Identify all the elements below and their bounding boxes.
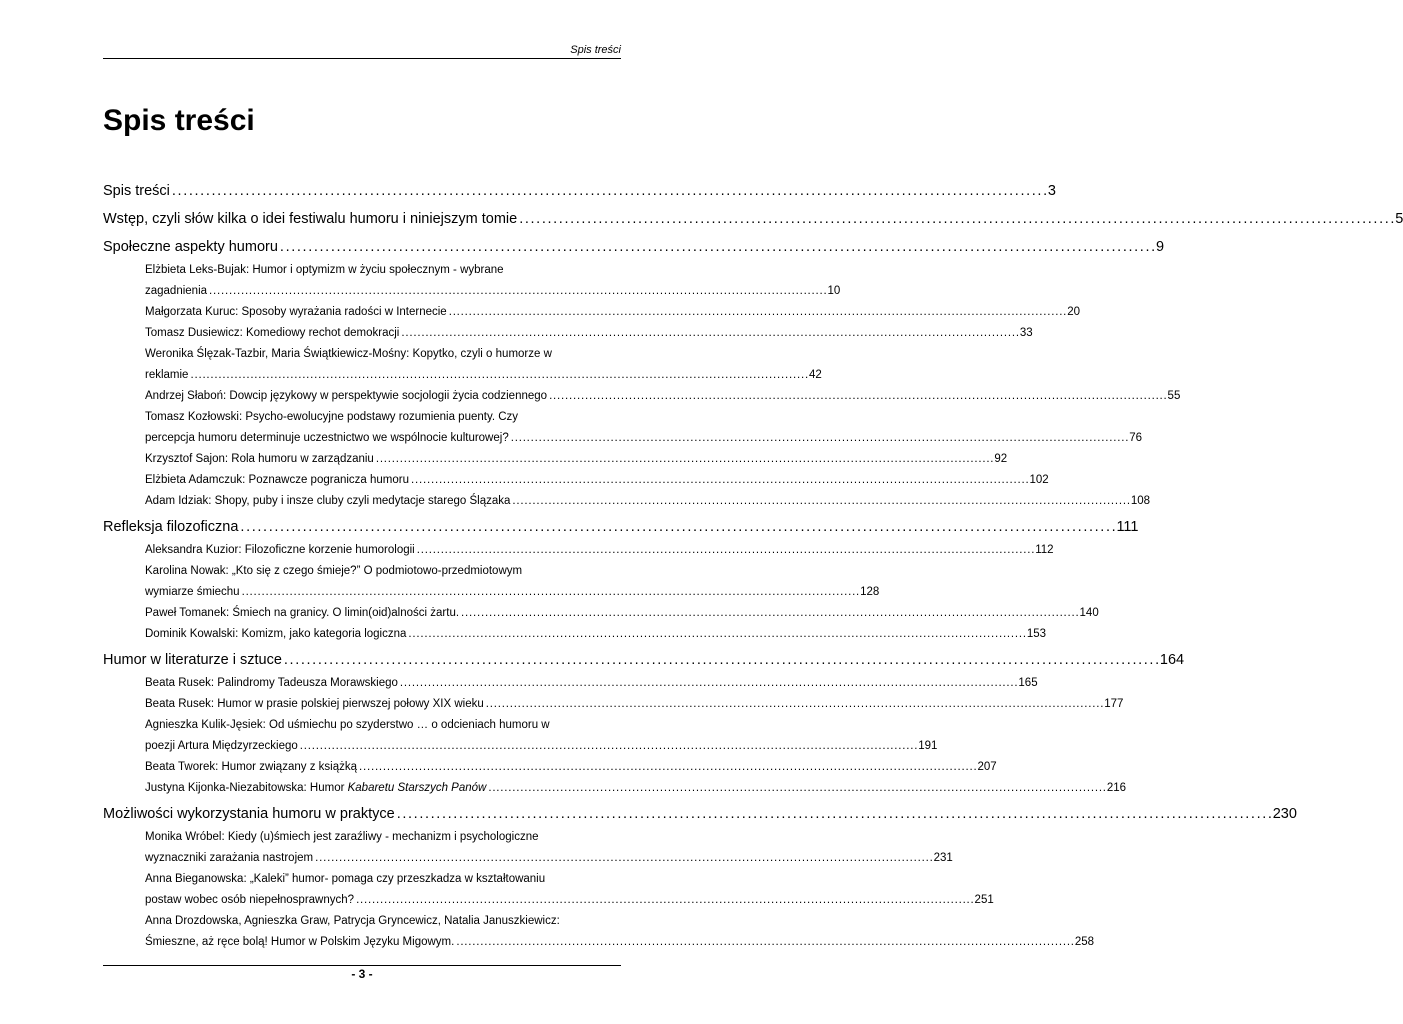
toc-entry-title: Beata Rusek: Palindromy Tadeusza Morawskiego: [145, 677, 398, 689]
toc-entry-title: percepcja humoru determinuje uczestnictwo we wspólnocie kulturowej?: [145, 432, 509, 444]
dot-leader: [300, 736, 916, 757]
toc-line: [103, 715, 621, 736]
toc-article-entry[interactable]: [103, 470, 1049, 491]
toc-entry-title: Justyna Kijonka-Niezabitowska: Humor: [145, 782, 348, 794]
toc-entry-title: reklamie: [145, 369, 189, 381]
toc-entry-title: Społeczne aspekty humoru: [103, 239, 278, 255]
dot-leader: [511, 428, 1127, 449]
toc-article-entry[interactable]: [103, 302, 1080, 323]
toc-line: [103, 624, 1047, 645]
toc-line: [103, 470, 1049, 491]
toc-line: [103, 281, 841, 302]
toc-line: [103, 540, 1054, 561]
toc-page-number: 258: [1074, 936, 1094, 948]
toc-article-entry[interactable]: [103, 540, 1054, 561]
toc-line: [103, 407, 621, 428]
page-title: Spis treści: [103, 104, 255, 137]
toc-line: [103, 673, 1038, 694]
toc-line: [103, 386, 1181, 407]
toc-entry-title: postaw wobec osób niepełnosprawnych?: [145, 894, 355, 906]
toc-entry-title: Możliwości wykorzystania humoru w praktyce: [103, 806, 395, 822]
toc-article-entry[interactable]: [103, 407, 1142, 449]
toc-section-entry[interactable]: [103, 178, 1056, 204]
toc-section-entry[interactable]: [103, 206, 1403, 232]
dot-leader: [397, 801, 1271, 827]
toc-page-number: 112: [1035, 544, 1054, 556]
dot-leader: [209, 281, 825, 302]
toc-article-entry[interactable]: [103, 323, 1033, 344]
toc-entry-title: Wstęp, czyli słów kilka o idei festiwalu humoru i niniejszym tomie: [103, 211, 518, 227]
toc-entry-title: Beata Tworek: Humor związany z książką: [145, 761, 357, 773]
toc-line: [103, 234, 1165, 260]
toc-line: [103, 428, 1142, 449]
toc-page-number: 153: [1026, 628, 1047, 640]
dot-leader: [242, 582, 858, 603]
toc-page-number: 92: [994, 453, 1008, 465]
toc-page-number: 55: [1167, 390, 1181, 402]
toc-entry-title: Małgorzata Kuruc: Sposoby wyrażania radości w Internecie: [145, 306, 447, 318]
toc-line: [103, 260, 621, 281]
toc-entry-title: Tomasz Kozłowski: Psycho-ewolucyjne podstawy rozumienia puenty. Czy: [145, 411, 519, 423]
toc-line: [103, 647, 1185, 673]
toc-page-number: 230: [1272, 806, 1297, 822]
dot-leader: [376, 449, 992, 470]
dot-leader: [411, 470, 1027, 491]
toc-article-entry[interactable]: [103, 624, 1047, 645]
toc-article-entry[interactable]: [103, 386, 1181, 407]
toc-line: [103, 323, 1033, 344]
toc-page-number: 165: [1018, 677, 1038, 689]
toc-article-entry[interactable]: [103, 757, 997, 778]
toc-line: [103, 890, 994, 911]
toc-line: [103, 178, 1056, 204]
toc-article-entry[interactable]: [103, 673, 1038, 694]
toc-entry-title: Monika Wróbel: Kiedy (u)śmiech jest zaraźliwy - mechanizm i psychologiczne: [145, 831, 539, 843]
toc-line: [103, 694, 1124, 715]
toc-entry-title: Refleksja filozoficzna: [103, 519, 239, 535]
toc-article-entry[interactable]: [103, 260, 841, 302]
dot-leader: [240, 514, 1114, 540]
dot-leader: [488, 778, 1104, 799]
toc-entry-title: Karolina Nowak: „Kto się z czego śmieje?” O podmiotowo-przedmiotowym: [145, 565, 523, 577]
toc-section-entry[interactable]: [103, 647, 1185, 673]
dot-leader: [401, 323, 1017, 344]
toc-entry-title: zagadnienia: [145, 285, 208, 297]
toc-page-number: 3: [1047, 183, 1056, 199]
toc-line: [103, 848, 953, 869]
toc-entry-title: Krzysztof Sajon: Rola humoru w zarządzaniu: [145, 453, 374, 465]
toc-page-number: 207: [977, 761, 997, 773]
toc-article-entry[interactable]: [103, 694, 1124, 715]
toc-page-number: 231: [933, 852, 953, 864]
toc-line: [103, 603, 1099, 624]
dot-leader: [519, 206, 1393, 232]
dot-leader: [190, 365, 806, 386]
toc-entry-title: Aleksandra Kuzior: Filozoficzne korzenie humorologii: [145, 544, 415, 556]
toc-article-entry[interactable]: [103, 344, 822, 386]
toc-entry-title: poezji Artura Międzyrzeckiego: [145, 740, 298, 752]
toc-line: [103, 449, 1008, 470]
toc-line: [103, 491, 1151, 512]
toc-page-number: 33: [1019, 327, 1033, 339]
toc-article-entry[interactable]: [103, 778, 1126, 799]
dot-leader: [417, 540, 1033, 561]
dot-leader: [280, 234, 1154, 260]
dot-leader: [408, 624, 1024, 645]
toc-section-entry[interactable]: [103, 234, 1165, 260]
toc-entry-title: Śmieszne, aż ręce bolą! Humor w Polskim Języku Migowym.: [145, 936, 455, 948]
dot-leader: [400, 673, 1016, 694]
dot-leader: [284, 647, 1158, 673]
toc-entry-title: Adam Idziak: Shopy, puby i insze cluby czyli medytacje starego Ślązaka: [145, 495, 511, 507]
toc-page-number: 5: [1395, 211, 1403, 227]
toc-line: [103, 801, 1297, 827]
toc-entry-title: Agnieszka Kulik-Jęsiek: Od uśmiechu po szyderstwo … o odcieniach humoru w: [145, 719, 550, 731]
toc-line: [103, 206, 1403, 232]
dot-leader: [461, 603, 1077, 624]
toc-line: [103, 365, 822, 386]
toc-line: [103, 911, 621, 932]
dot-leader: [512, 491, 1128, 512]
toc-entry-title: Paweł Tomanek: Śmiech na granicy. O limin(oid)alności żartu.: [145, 607, 460, 619]
toc-article-entry[interactable]: [103, 491, 1151, 512]
toc-line: [103, 757, 997, 778]
toc-line: [103, 344, 621, 365]
dot-leader: [486, 694, 1102, 715]
toc-article-entry[interactable]: [103, 715, 938, 757]
toc-page-number: 102: [1029, 474, 1049, 486]
toc-line: [103, 582, 880, 603]
dot-leader: [549, 386, 1165, 407]
toc-line: [103, 869, 621, 890]
toc-page-number: 164: [1159, 652, 1185, 668]
toc-section-entry[interactable]: [103, 514, 1139, 540]
toc-entry-title: Anna Drozdowska, Agnieszka Graw, Patrycja Gryncewicz, Natalia Januszkiewicz:: [145, 915, 560, 927]
toc-article-entry[interactable]: [103, 561, 880, 603]
toc-page-number: 177: [1104, 698, 1124, 710]
toc-line: [103, 932, 1094, 953]
toc-entry-title: Weronika Ślęzak-Tazbir, Maria Świątkiewicz-Mośny: Kopytko, czyli o humorze w: [145, 348, 552, 360]
toc-page-number: 191: [918, 740, 938, 752]
toc-article-entry[interactable]: [103, 603, 1099, 624]
toc-page-number: 108: [1130, 495, 1151, 507]
toc-page-number: 140: [1079, 607, 1099, 619]
toc-entry-title: wyznaczniki zarażania nastrojem: [145, 852, 314, 864]
toc-line: [103, 736, 938, 757]
dot-leader: [359, 757, 975, 778]
toc-line: [103, 302, 1080, 323]
footer-rule: [103, 965, 621, 966]
toc-line: [103, 827, 621, 848]
toc-entry-title: Dominik Kowalski: Komizm, jako kategoria logiczna: [145, 628, 407, 640]
toc-article-entry[interactable]: [103, 911, 1094, 953]
dot-leader: [172, 178, 1046, 204]
toc-article-entry[interactable]: [103, 449, 1008, 470]
toc-entry-title: Humor w literaturze i sztuce: [103, 652, 282, 668]
header-rule: [103, 58, 621, 59]
dot-leader: [456, 932, 1072, 953]
toc-entry-title: Andrzej Słaboń: Dowcip językowy w perspektywie socjologii życia codziennego: [145, 390, 548, 402]
toc-page-number: 9: [1155, 239, 1165, 255]
toc-page-number: 76: [1129, 432, 1142, 444]
dot-leader: [315, 848, 931, 869]
toc-entry-title: Anna Bieganowska: „Kaleki” humor- pomaga czy przeszkadza w kształtowaniu: [145, 873, 546, 885]
toc-page-number: 10: [827, 285, 841, 297]
dot-leader: [356, 890, 972, 911]
toc-entry-title: Elżbieta Leks-Bujak: Humor i optymizm w życiu społecznym - wybrane: [145, 264, 504, 276]
toc-line: [103, 778, 1126, 799]
toc-article-entry[interactable]: [103, 827, 953, 869]
toc-entry-title: Tomasz Dusiewicz: Komediowy rechot demokracji: [145, 327, 400, 339]
toc-page-number: 20: [1067, 306, 1080, 318]
table-of-contents: [103, 178, 1403, 953]
toc-entry-title: Spis treści: [103, 183, 170, 199]
toc-page-number: 128: [860, 586, 880, 598]
page-number: - 3 -: [351, 967, 373, 981]
toc-page-number: 111: [1116, 519, 1139, 535]
toc-page-number: 42: [808, 369, 822, 381]
toc-page-number: 251: [974, 894, 994, 906]
toc-entry-title: wymiarze śmiechu: [145, 586, 240, 598]
toc-article-entry[interactable]: [103, 869, 994, 911]
toc-line: [103, 514, 1139, 540]
toc-page-number: 216: [1106, 782, 1126, 794]
toc-entry-title: Beata Rusek: Humor w prasie polskiej pierwszej połowy XIX wieku: [145, 698, 484, 710]
toc-section-entry[interactable]: [103, 801, 1297, 827]
running-header: Spis treści: [570, 44, 621, 56]
toc-line: [103, 561, 621, 582]
toc-entry-title: Elżbieta Adamczuk: Poznawcze pogranicza humoru: [145, 474, 410, 486]
dot-leader: [449, 302, 1065, 323]
toc-entry-italic-title: Kabaretu Starszych Panów: [347, 782, 487, 794]
